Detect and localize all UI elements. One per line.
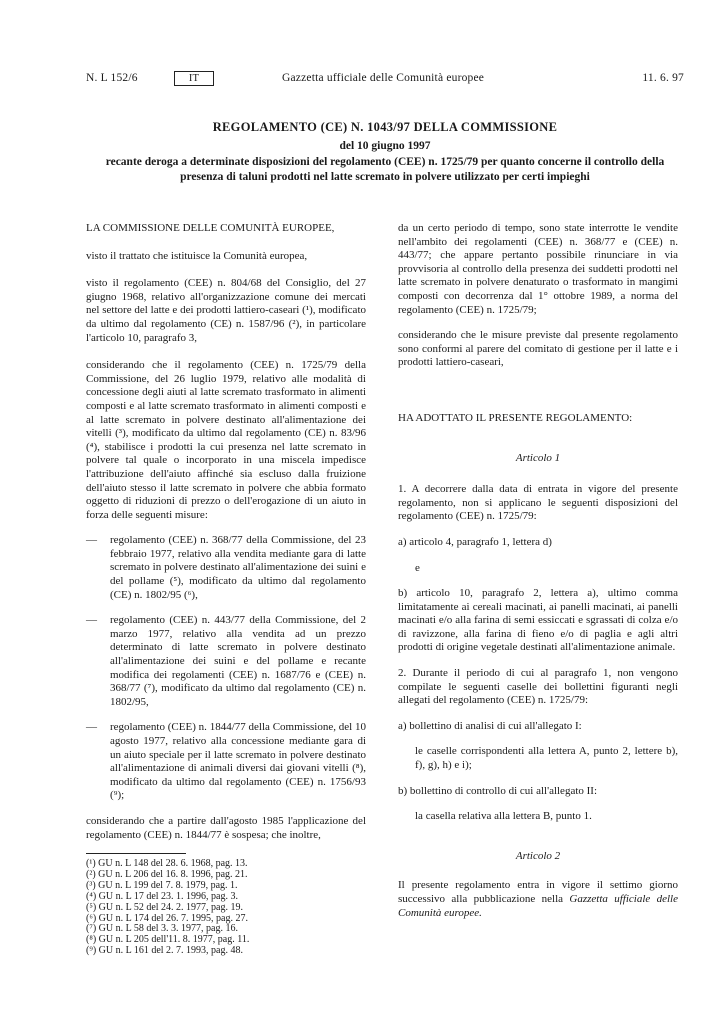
article-1-point-b: b) articolo 10, paragrafo 2, lettera a), ultimo comma limitatamente ai cereali macinati, ai panelli macinati, ai panelli macinati e/o alla farina di semi essiccati e sgrassati di colza e/o di ravizzone, alla farina di fieno e/o di paglia e agli altri prodotti di origine vegetale destinati all'alimentazione animale.: [398, 587, 678, 654]
article-1-bulletin-b-text: la casella relativa alla lettera B, punto 1.: [415, 810, 592, 823]
recital-committee: considerando che le misure previste dal presente regolamento sono conformi al parere del comitato di gestione per il latte e i prodotti lattiero-caseari,: [398, 329, 678, 369]
recital-interruption: da un certo periodo di tempo, sono state interrotte le vendite nell'ambito dei regolamenti (CEE) n. 368/77 e (CEE) n. 443/77; che appare pertanto possibile rinunciare in via provvisoria al controllo della presenza dei suddetti prodotti nel latte scremato in polvere denaturato o trasformato in mangimi composti con decorrenza dal 1° ottobre 1989, a norma del regolamento (CEE) n. 1725/79;: [398, 222, 678, 316]
footnote-item: (²) GU n. L 206 del 16. 8. 1996, pag. 21.: [86, 868, 248, 880]
right-column: [398, 222, 678, 932]
footnote-item: (⁴) GU n. L 17 del 23. 1. 1996, pag. 3.: [86, 890, 238, 902]
preamble-treaty: visto il trattato che istituisce la Comunità europea,: [86, 249, 308, 262]
article-1-point-a: a) articolo 4, paragrafo 1, lettera d): [398, 535, 552, 548]
page-number: N. L 152/6: [86, 72, 138, 84]
recital-suspension: considerando che a partire dall'agosto 1985 l'applicazione del regolamento (CEE) n. 1844/77 è sospesa; che inoltre,: [86, 814, 366, 841]
dash-mark: —: [86, 614, 97, 627]
list-item-443: [86, 614, 366, 709]
list-item-text: regolamento (CEE) n. 368/77 della Commissione, del 23 febbraio 1977, relativo alla vendita mediante gara di latte scremato in polvere destinato all'alimentazione dei suini e del pollame (⁵), modificato da ultimo dal regolamento (CE) n. 1802/95 (⁶),: [110, 534, 366, 601]
article-2-text: Il presente regolamento entra in vigore il settimo giorno successivo alla pubblicazione nella Gazzetta ufficiale delle Comunità europee.: [398, 879, 678, 919]
recital-1725: considerando che il regolamento (CEE) n. 1725/79 della Commissione, del 26 luglio 1979, relativo alle modalità di concessione degli aiuti al latte scremato trasformato in alimenti composti e al latte scremato trasformato in alimenti composti e al latte scremato in polvere destinato all'alimentazione dei vitelli (³), modificato da ultimo dal regolamento (CE) n. 83/96 (⁴), stabilisce i prodotti la cui presenza nel latte scremato in polvere tal quale o incorporato in una miscela impedisce l'attribuzione dell'aiuto affinché sia escluso dalla fruizione dell'aiuto stesso il latte scremato in polvere che abbia formato oggetto di riduzioni di prezzo o dell'erogazione di un aiuto in forza delle seguenti misure:: [86, 359, 366, 521]
footnote-separator: [86, 853, 186, 854]
article-2-heading: Articolo 2: [515, 849, 561, 862]
article-1-bulletin-a-text: le caselle corrispondenti alla lettera A, punto 2, lettere b), f), g), h) e i);: [415, 745, 678, 772]
footnote-item: (⁸) GU n. L 205 dell'11. 8. 1977, pag. 11.: [86, 934, 250, 946]
journal-title: Gazzetta ufficiale delle Comunità europee: [282, 72, 485, 84]
footnotes: [86, 859, 366, 957]
list-item-368: [86, 534, 366, 602]
list-item-1844: [86, 721, 366, 803]
left-column: [86, 222, 366, 854]
footnote-item: (³) GU n. L 199 del 7. 8. 1979, pag. 1.: [86, 879, 238, 891]
journal-reference: Gazzetta ufficiale delle Comunità europee.: [398, 893, 678, 919]
preamble-commission: LA COMMISSIONE DELLE COMUNITÀ EUROPEE,: [86, 222, 335, 234]
footnote-item: (¹) GU n. L 148 del 28. 6. 1968, pag. 13.: [86, 858, 248, 869]
footnote-item: (⁵) GU n. L 52 del 24. 2. 1977, pag. 19.: [86, 901, 243, 913]
list-item-text: regolamento (CEE) n. 443/77 della Commissione, del 2 marzo 1977, relativo alla vendita ad un prezzo determinato di latte scremato in polvere destinato all'alimentazione dei suini e del pollame e recante modifica dei regolamenti (CEE) n. 1687/76 e (CEE) n. 368/77 (⁷), modificato da ultimo dal regolamento (CE) n. 1802/95,: [110, 614, 366, 708]
adoption-formula: HA ADOTTATO IL PRESENTE REGOLAMENTO:: [398, 411, 633, 424]
regulation-date: del 10 giugno 1997: [339, 140, 431, 152]
language-box: IT: [174, 71, 214, 86]
dash-mark: —: [86, 534, 97, 547]
page-header: [86, 69, 684, 89]
footnote-item: (⁷) GU n. L 58 del 3. 3. 1977, pag. 16.: [86, 923, 238, 935]
regulation-title-block: [86, 120, 684, 185]
article-1-paragraph-1: 1. A decorrere dalla data di entrata in vigore del presente regolamento, non si applicano le seguenti disposizioni del regolamento (CEE) n. 1725/79:: [398, 483, 678, 523]
preamble-regulation-804: visto il regolamento (CEE) n. 804/68 del Consiglio, del 27 giugno 1968, relativo all'organizzazione comune dei mercati nel settore del latte e dei prodotti lattiero-caseari (¹), modificato da ultimo dal regolamento (CE) n. 1587/96 (²), in particolare l'articolo 10, paragrafo 3,: [86, 277, 366, 344]
dash-mark: —: [86, 721, 97, 734]
article-1-paragraph-2: 2. Durante il periodo di cui al paragrafo 1, non vengono compilate le seguenti caselle dei bollettini figuranti negli allegati del regolamento (CEE) n. 1725/79:: [398, 667, 678, 707]
article-1-bulletin-a: a) bollettino di analisi di cui all'allegato I:: [398, 719, 582, 732]
issue-date: 11. 6. 97: [642, 72, 684, 84]
regulation-subject: recante deroga a determinate disposizioni del regolamento (CEE) n. 1725/79 per quanto concerne il controllo della presenza di taluni prodotti nel latte scremato in polvere utilizzato per certi impieghi: [105, 156, 665, 183]
article-1-heading: Articolo 1: [515, 451, 561, 464]
article-1-bulletin-b: b) bollettino di controllo di cui all'allegato II:: [398, 784, 598, 797]
article-1-conjunction: e: [415, 561, 420, 574]
list-item-text: regolamento (CEE) n. 1844/77 della Commissione, del 10 agosto 1977, relativo alla concessione mediante gara di un aiuto speciale per il latte scremato in polvere destinato all'alimentazione di animali diversi dai giovani vitelli (⁸), modificato da ultimo dal regolamento (CEE) n. 1756/93 (⁹);: [110, 721, 366, 802]
footnote-item: (⁹) GU n. L 161 del 2. 7. 1993, pag. 48.: [86, 945, 243, 957]
regulation-title: REGOLAMENTO (CE) N. 1043/97 DELLA COMMISSIONE: [212, 120, 558, 134]
footnote-item: (⁶) GU n. L 174 del 26. 7. 1995, pag. 27.: [86, 912, 248, 924]
